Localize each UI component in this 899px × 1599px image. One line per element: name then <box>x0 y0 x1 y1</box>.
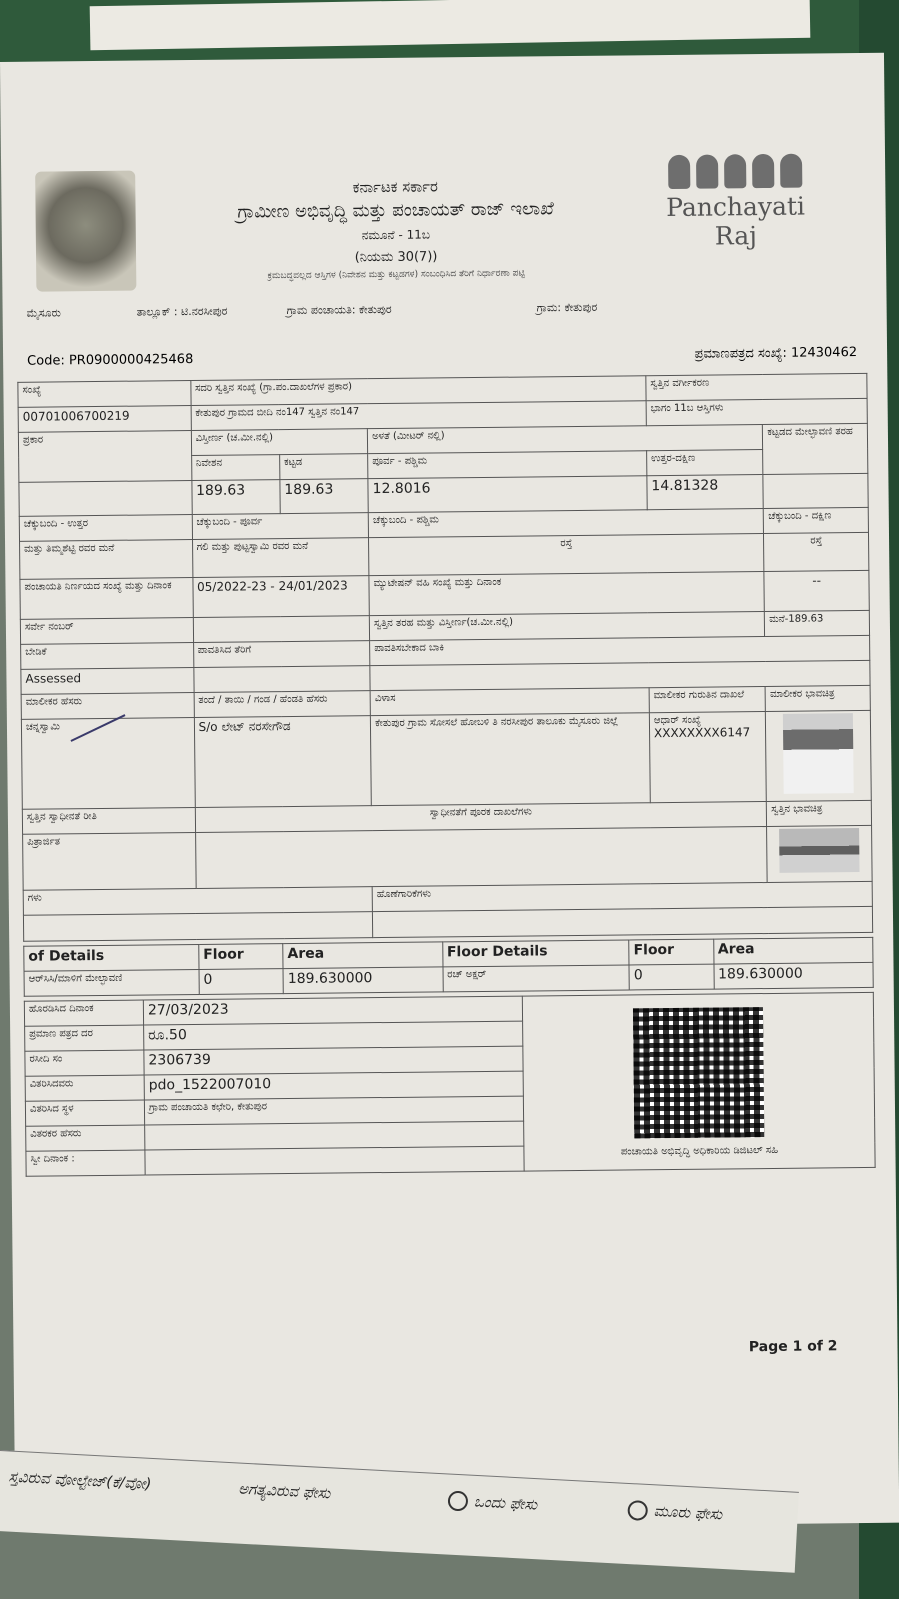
cell: ಕೇತುಪುರ ಗ್ರಾಮದ ಬೀದಿ ನಂ147 ಸ್ವತ್ತಿನ ನಂ147 <box>191 401 647 431</box>
cell: ಚೆಕ್ಕುಬಂದಿ - ಪೂರ್ವ <box>192 513 369 540</box>
cell <box>193 616 370 643</box>
gram-panchayat: ಗ್ರಾಮ ಪಂಚಾಯತಿ: ಕೇತುಪುರ <box>286 302 392 318</box>
cell: Floor <box>629 939 714 965</box>
cell: 189.630000 <box>283 967 443 994</box>
cell: ಸ್ವೀ ದಿನಾಂಕ : <box>26 1150 145 1176</box>
floor-table <box>23 937 873 997</box>
voltage-label: ಸ್ತವಿರುವ ವೋಲ್ಟೇಜ್(ಕೆ/ವೋ) <box>8 1467 152 1493</box>
cell: 14.81328 <box>647 475 764 510</box>
cell: ಗ್ರಾಮ ಪಂಚಾಯತಿ ಕಛೇರಿ, ಕೇತುಪುರ <box>144 1096 523 1125</box>
cell: ಸಂಖ್ಯೆ <box>18 381 191 408</box>
owner-photo <box>783 713 854 794</box>
cell: 2306739 <box>144 1046 523 1075</box>
panchayati-raj-logo <box>645 153 826 251</box>
cell: -- <box>764 570 869 611</box>
cell: ತಂದೆ / ತಾಯಿ / ಗಂಡ / ಹೆಂಡತಿ ಹೆಸರು <box>194 691 371 718</box>
cell: ಸ್ವತ್ತಿನ ಸ್ವಾಧೀನತೆ ರೀತಿ <box>22 807 195 834</box>
cell <box>193 666 370 693</box>
cell: ರಸೀದಿ ಸಂ <box>25 1050 144 1076</box>
cell <box>767 825 872 882</box>
property-code: Code: PR0900000425468 <box>27 351 194 369</box>
cell <box>766 710 872 801</box>
cell: ರಚ್ ಅಕ್ಷರ್ <box>443 965 630 992</box>
signature-mark <box>70 714 125 742</box>
cell <box>145 1146 524 1175</box>
property-photo <box>779 828 859 873</box>
cell: ಗಲಿ ಮತ್ತು ಪುಟ್ಟಸ್ವಾಮಿ ರವರ ಮನೆ <box>192 538 369 578</box>
radio-circle-icon[interactable] <box>447 1491 468 1512</box>
form-subtitle: ಕ್ರಮಬದ್ಧವಲ್ಲದ ಆಸ್ತಿಗಳ (ನಿವೇಶನ ಮತ್ತು ಕಟ್ಟಡಗಳ) ಸಂಬಂಧಿಸಿದ ತೆರಿಗೆ ನಿರ್ಧಾರಣಾ ಪಟ್ಟಿ <box>267 268 525 282</box>
cell: ರಸ್ತೆ <box>764 532 869 571</box>
cell: ಸರ್ವೇ ನಂಬರ್ <box>20 618 193 645</box>
cell: Floor <box>199 944 284 970</box>
phase-label: ಅಗತ್ಯವಿರುವ ಫೇಸು <box>237 1479 331 1503</box>
cell <box>19 481 192 517</box>
cell: ಅಳತೆ (ಮೀಟರ್ ನಲ್ಲಿ) <box>367 425 763 454</box>
cell: ವಿಸ್ತೀರ್ಣ (ಚ.ಮೀ.ನಲ್ಲಿ) <box>191 429 368 456</box>
cell: ಪಾವತಿಸಿದ ತೆರಿಗೆ <box>193 641 370 668</box>
cell: of Details <box>24 944 199 971</box>
digital-signature-label: ಪಂಚಾಯತಿ ಅಭಿವೃದ್ಧಿ ಅಧಿಕಾರಿಯ ಡಿಜಿಟಲ್ ಸಹಿ <box>620 1144 779 1158</box>
cell: ವಿತರಿಸಿದವರು <box>25 1075 144 1101</box>
logo-text: Panchayati Raj <box>666 191 806 251</box>
cell: ಪ್ರಕಾರ <box>18 431 191 483</box>
cell: ಮನೆ-189.63 <box>765 610 870 636</box>
cell: ಮಾಲೀಕರ ಹೆಸರು <box>21 693 194 720</box>
cell: 189.63 <box>280 479 369 514</box>
issue-table <box>24 992 876 1177</box>
id-label: ಆಧಾರ್ ಸಂಖ್ಯೆ <box>653 714 702 727</box>
cell: 189.630000 <box>714 962 874 989</box>
cell: 189.63 <box>192 480 281 515</box>
cell: pdo_1522007010 <box>144 1071 523 1100</box>
single-phase-label: ಒಂದು ಫೇಸು <box>473 1492 538 1514</box>
cell <box>763 473 868 508</box>
document-page <box>0 53 899 1532</box>
property-table <box>17 373 873 942</box>
code-row <box>27 345 857 369</box>
page-number: Page 1 of 2 <box>748 1338 838 1356</box>
cell: ವಿತರಕರ ಹೆಸರು <box>26 1125 145 1151</box>
dept-title: ಗ್ರಾಮೀಣ ಅಭಿವೃದ್ಧಿ ಮತ್ತು ಪಂಚಾಯತ್ ರಾಜ್ ಇಲಾಖೆ <box>237 198 554 223</box>
cell: ಹೊರಡಿಸಿದ ದಿನಾಂಕ <box>24 1000 143 1026</box>
cell: Area <box>713 937 873 964</box>
qr-code <box>633 1007 764 1138</box>
cell: ಮಾಲೀಕರ ಭಾವಚಿತ್ರ <box>765 685 870 711</box>
cell: ವಿಳಾಸ <box>370 688 649 716</box>
cell <box>522 992 875 1171</box>
cell <box>21 718 195 810</box>
certificate-number: ಪ್ರಮಾಣಪತ್ರದ ಸಂಖ್ಯೆ: 12430462 <box>694 345 858 362</box>
cell: Floor Details <box>442 940 629 967</box>
three-phase-label: ಮೂರು ಫೇಸು <box>653 1501 723 1524</box>
cell: ರೂ.50 <box>144 1021 523 1050</box>
cell <box>23 912 372 942</box>
people-icon <box>645 153 825 189</box>
cell <box>195 827 767 889</box>
cell: ಸ್ವಾಧೀನತೆಗೆ ಪೂರಕ ದಾಖಲೆಗಳು <box>195 802 767 833</box>
cell <box>194 716 371 808</box>
district: ಮೈಸೂರು <box>26 306 61 320</box>
cell: ಪೂರ್ವ - ಪಶ್ಚಿಮ <box>368 451 647 479</box>
cell: ವಿತರಿಸಿದ ಸ್ಥಳ <box>25 1100 144 1126</box>
father-name: S/o ಲೇಟ್ ನರಸೇಗೌಡ <box>198 718 291 734</box>
cell <box>649 712 766 803</box>
radio-circle-icon[interactable] <box>627 1500 648 1521</box>
cell: ಪಾವತಿಸಬೇಕಾದ ಬಾಕಿ <box>370 635 870 665</box>
cell: Area <box>283 942 443 969</box>
cell: ಪ್ರಮಾಣ ಪತ್ರದ ದರ <box>25 1025 144 1051</box>
cell: ಮತ್ತು ತಿಮ್ಮಶೆಟ್ಟಿ ರವರ ಮನೆ <box>20 540 193 580</box>
cell: 0 <box>199 969 284 995</box>
gov-title: ಕರ್ನಾಟಕ ಸರ್ಕಾರ <box>352 177 439 197</box>
form-number: ನಮೂನೆ - 11ಬ <box>361 227 431 243</box>
village: ಗ್ರಾಮ: ಕೇತುಪುರ <box>536 300 598 315</box>
cell: ಸ್ವತ್ತಿನ ವರ್ಗೀಕರಣ <box>646 373 867 400</box>
cell: 00701006700219 <box>18 406 191 433</box>
cell: ಕಟ್ಟಡದ ಮೇಲ್ಛಾವಣಿ ತರಹ <box>763 423 868 474</box>
cell: ಮಾಲೀಕರ ಗುರುತಿನ ದಾಖಲೆ <box>649 687 766 713</box>
cell: ಚೆಕ್ಕುಬಂದಿ - ದಕ್ಷಿಣ <box>764 507 869 533</box>
owner-name: ಚನ್ನಸ್ವಾಮಿ <box>25 721 60 733</box>
cell: ಕೇತುಪುರ ಗ್ರಾಮ ಸೋಸಲೆ ಹೋಬಳಿ ತಿ ನರಸೀಪುರ ತಾಲೂಕು ಮೈಸೂರು ಜಿಲ್ಲೆ <box>370 713 650 806</box>
rule-number: (ನಿಯಮ 30(7)) <box>354 249 438 266</box>
cell: ಉತ್ತರ-ದಕ್ಷಿಣ <box>647 450 764 476</box>
cell: ನಿವೇಶನ <box>191 455 279 481</box>
cell: ಪಂಚಾಯತಿ ನಿರ್ಣಯದ ಸಂಖ್ಯೆ ಮತ್ತು ದಿನಾಂಕ <box>20 578 193 620</box>
cell: ಆರ್‌ಸಿಸಿ/ಮಾಳಿಗೆ ಮೇಲ್ಛಾವಣಿ <box>24 969 199 996</box>
id-number: XXXXXXXX6147 <box>653 725 751 741</box>
cell <box>373 906 873 937</box>
cell: 12.8016 <box>368 476 647 513</box>
cell: ಕಟ್ಟಡ <box>279 454 368 480</box>
cell: ಮ್ಯುಟೇಷನ್ ವಹಿ ಸಂಖ್ಯೆ ಮತ್ತು ದಿನಾಂಕ <box>369 572 765 616</box>
cell: ಚೆಕ್ಕುಬಂದಿ - ಪಶ್ಚಿಮ <box>368 509 764 538</box>
taluk: ತಾಲ್ಲೂಕ್ : ಟಿ.ನರಸೀಪುರ <box>136 304 228 319</box>
cell: ಗಳು <box>23 887 372 916</box>
cell: ರಸ್ತೆ <box>369 534 765 576</box>
cell: 05/2022-23 - 24/01/2023 <box>193 576 370 618</box>
three-phase-option[interactable] <box>627 1500 723 1525</box>
cell: ಭಾಗಂ 11ಬ ಆಸ್ತಿಗಳು <box>646 398 867 425</box>
cell: ಸದರಿ ಸ್ವತ್ತಿನ ಸಂಖ್ಯೆ (ಗ್ರಾ.ಪಂ.ದಾಖಲೆಗಳ ಪ್ರಕಾರ) <box>190 376 646 406</box>
cell: 27/03/2023 <box>143 996 522 1025</box>
single-phase-option[interactable] <box>447 1491 537 1516</box>
cell: ಪಿತ್ರಾರ್ಜಿತ <box>23 832 196 890</box>
cell: Assessed <box>21 668 194 695</box>
cell: ಸ್ವತ್ತಿನ ಭಾವಚಿತ್ರ <box>767 800 872 826</box>
document-header <box>14 83 867 382</box>
karnataka-emblem-icon <box>35 171 136 292</box>
cell: ಬೇಡಿಕೆ <box>21 643 194 670</box>
cell: ಚೆಕ್ಕುಬಂದಿ - ಉತ್ತರ <box>19 515 192 542</box>
cell: ಸ್ವತ್ತಿನ ತರಹ ಮತ್ತು ವಿಸ್ತೀರ್ಣ(ಚ.ಮೀ.ನಲ್ಲಿ) <box>369 612 765 641</box>
cell: 0 <box>629 964 714 990</box>
cell: ಹೊಣೆಗಾರಿಕೆಗಳು <box>372 881 872 911</box>
